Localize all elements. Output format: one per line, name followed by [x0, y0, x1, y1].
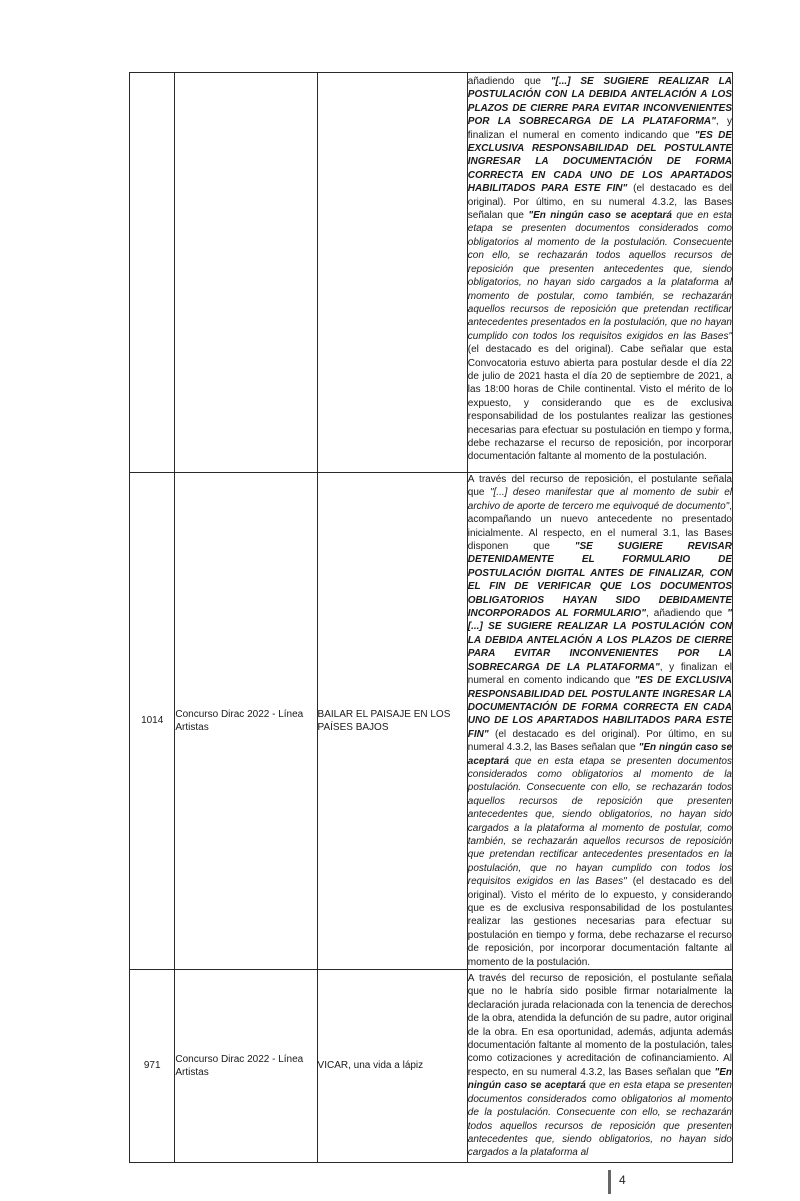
table-row: [130, 73, 733, 473]
text-run: A través del recurso de reposición, el postulante señala que: [467, 474, 732, 499]
text-run-bold-italic: "[...] SE SUGIERE REALIZAR LA POSTULACIÓN CON LA DEBIDA ANTELACIÓN A LOS PLAZOS DE CIERRE PARA EVITAR INCONVENIENTES POR LA SOBRECARGA DE LA PLATAFORMA": [467, 608, 732, 673]
project-title-cell: VICAR, una vida a lápiz: [317, 970, 467, 1163]
text-run: (el destacado es del original). Por último, en su numeral 4.3.2, las Bases señalan que: [467, 183, 732, 222]
ruling-text-cell: [467, 970, 732, 1163]
convocatoria-cell: Concurso Dirac 2022 - Línea Artistas: [175, 473, 317, 970]
page-number: [608, 1170, 638, 1194]
text-run-bold-italic: "ES DE EXCLUSIVA RESPONSABILIDAD DEL POSTULANTE INGRESAR LA DOCUMENTACIÓN DE FORMA CORRECTA EN CADA UNO DE LOS APARTADOS HABILITADOS PARA ESTE FIN": [467, 129, 732, 195]
text-run: (el destacado es del original). Cabe señalar que esta Convocatoria estuvo abierta para postular desde el día 22 de julio de 2021 hasta el día 20 de septiembre de 2021, a las 18:00 horas de Chile continental. Visto el mérito de lo expuesto, y considerando que es de exclusiva responsabilidad de los postulantes realizar las gestiones necesarias para efectuar su postulación en tiempo y forma, debe rechazarse el recurso de reposición, por incorporar documentación faltante al momento de la postulación.: [467, 344, 732, 463]
text-run: (el destacado es del original). Por último, en su numeral 4.3.2, las Bases señalan que: [467, 728, 732, 754]
ruling-text-cell: [467, 473, 732, 970]
text-run: (el destacado es del original). Visto el mérito de lo expuesto, y considerando que es de exclusiva responsabilidad de los postulantes realizar las gestiones necesarias para efectuar su postulación en tiempo y forma, debe rechazarse el recurso de reposición, por incorporar documentación faltante al momento de la postulación.: [467, 876, 732, 968]
id-cell: 971: [130, 970, 175, 1163]
text-run-bold-italic: "ES DE EXCLUSIVA RESPONSABILIDAD DEL POSTULANTE INGRESAR LA DOCUMENTACIÓN DE FORMA CORRECTA EN CADA UNO DE LOS APARTADOS HABILITADOS PARA ESTE FIN": [467, 675, 732, 740]
ruling-paragraph: [468, 473, 732, 969]
text-run-italic: que en esta etapa se presenten documentos considerados como obligatorios al momento de la postulación. Consecuente con ello, se rechazarán todos aquellos recursos de reposición que presenten antecedentes que, siendo obligatorios, no hayan sido cargados a la plataforma al momento de postular, como también, se rechazarán aquellos recursos de reposición que pretendan rectificar antecedentes presentados en la postulación, que no hayan cumplido con todos los requisitos exigidos en las Bases": [467, 755, 732, 888]
convocatoria-cell: [175, 73, 317, 473]
text-run-bold-italic: "[...] SE SUGIERE REALIZAR LA POSTULACIÓN CON LA DEBIDA ANTELACIÓN A LOS PLAZOS DE CIERRE PARA EVITAR INCONVENIENTES POR LA SOBRECARGA DE LA PLATAFORMA": [467, 76, 732, 128]
ruling-paragraph: [468, 75, 732, 464]
table-row: [130, 473, 733, 970]
text-run-bold-italic: "En ningún caso se aceptará: [467, 742, 733, 767]
id-cell: 1014: [130, 473, 175, 970]
ruling-paragraph: [468, 972, 732, 1160]
text-run: A través del recurso de reposición, el postulante señala que no le habría sido posible firmar notarialmente la declaración jurada relacionada con la tenencia de derechos de la obra, atendida la defunción de su padre, autor original de la obra. En esa oportunidad, además, adjunta además documentación faltante al momento de la postulación, tales como cotizaciones y acreditación de cofinanciamiento. Al respecto, en su numeral 4.3.2, las Bases señalan que: [467, 973, 732, 1078]
text-run-bold-italic: "En ningún caso se aceptará: [528, 210, 672, 222]
text-run-italic: que en esta etapa se presenten documentos considerados como obligatorios al momento de la postulación. Consecuente con ello, se rechazarán todos aquellos recursos de reposición que presenten antecedentes que, siendo obligatorios, no hayan sido cargados a la plataforma al momento de postular, como también, se rechazarán aquellos recursos de reposición que pretendan rectificar antecedentes presentados en la postulación, que no hayan cumplido con todos los requisitos exigidos en las Bases": [467, 210, 732, 342]
id-cell: [130, 73, 175, 473]
resolution-table: [129, 72, 733, 1163]
text-run: añadiendo que: [467, 76, 551, 87]
text-run-italic: que en esta etapa se presenten documentos considerados como obligatorios al momento de la postulación. Consecuente con ello, se rechazarán todos aquellos recursos de reposición que presenten antecedentes que, siendo obligatorios, no hayan sido cargados a la plataforma al: [467, 1080, 732, 1159]
text-run: , acompañando un nuevo antecedente no presentado inicialmente. Al respecto, en el numeral 3.1, las Bases disponen que: [467, 500, 732, 553]
page-number-bar: [608, 1170, 611, 1194]
project-title-cell: [317, 73, 467, 473]
text-run-bold-italic: "SE SUGIERE REVISAR DETENIDAMENTE EL FORMULARIO DE POSTULACIÓN DIGITAL ANTES DE FINALIZAR, CON EL FIN DE VERIFICAR QUE LOS DOCUMENTOS OBLIGATORIOS HAYAN SIDO DEBIDAMENTE INCORPORADOS AL FORMULARIO": [467, 541, 732, 620]
text-run-bold-italic: "En ningún caso se aceptará: [467, 1066, 732, 1092]
text-run: , añadiendo que: [645, 608, 728, 620]
project-title-cell: BAILAR EL PAISAJE EN LOS PAÍSES BAJOS: [317, 473, 467, 970]
table-row: [130, 970, 733, 1163]
page-number-label: 4: [619, 1173, 626, 1187]
text-run: , y finalizan el numeral en comento indicando que: [467, 116, 732, 141]
text-run-italic: "[...] deseo manifestar que al momento de subir el archivo de aporte de tercero me equivoqué de documento": [467, 487, 732, 512]
ruling-text-cell: [467, 73, 732, 473]
text-run: , y finalizan el numeral en comento indicando que: [467, 661, 732, 687]
convocatoria-cell: Concurso Dirac 2022 - Línea Artistas: [175, 970, 317, 1163]
